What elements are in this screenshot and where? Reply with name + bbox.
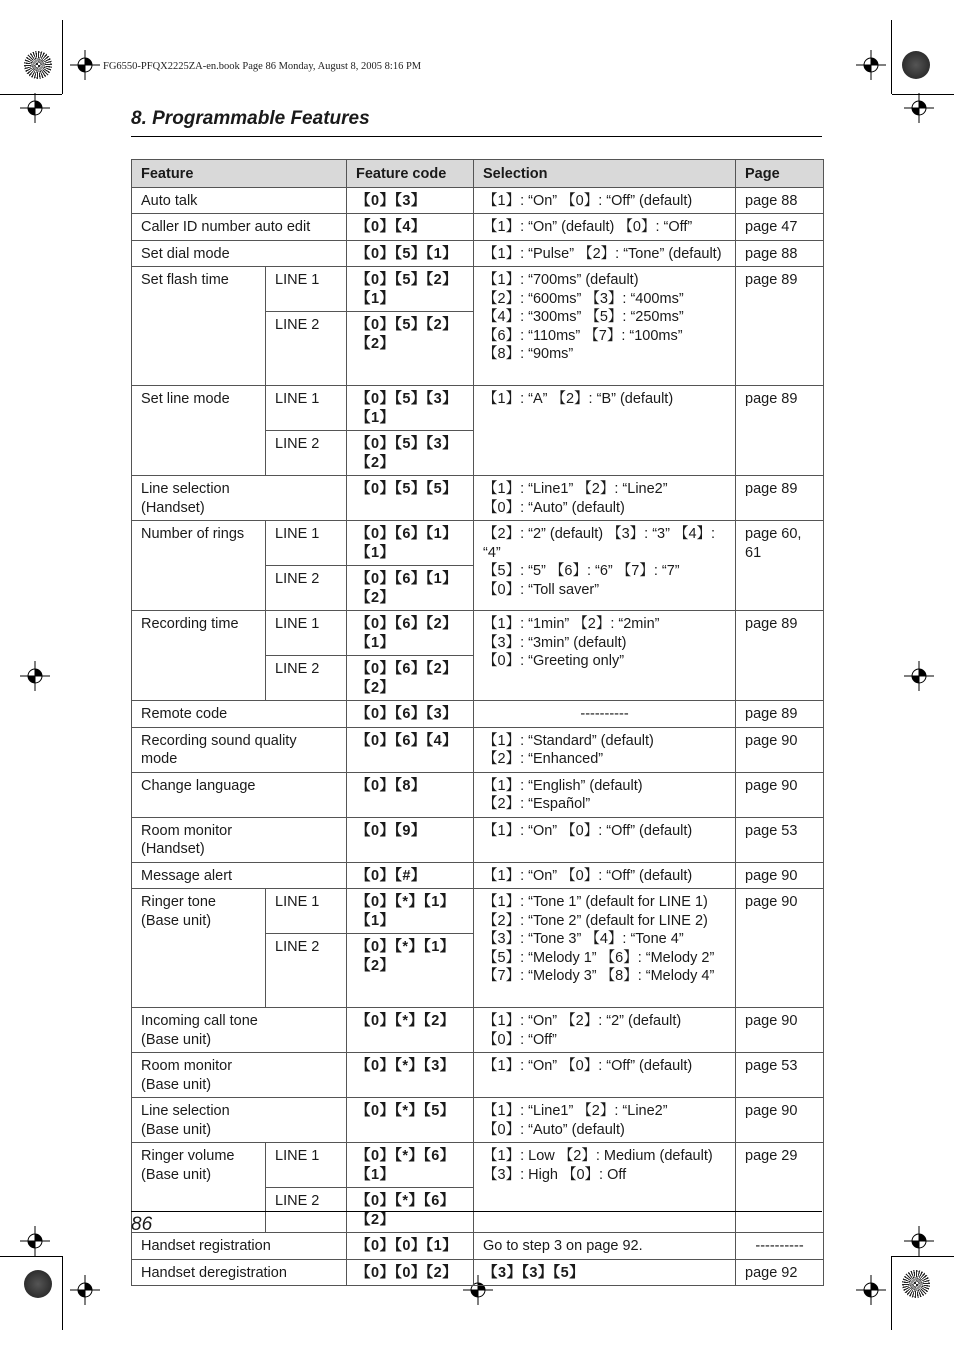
table-row: [132, 521, 824, 566]
table-row: [132, 889, 824, 934]
feature-name: Line selection (Base unit): [132, 1098, 347, 1143]
table-row: [132, 1259, 824, 1286]
page-ref: page 89: [736, 386, 824, 476]
feature-name: Auto talk: [132, 187, 347, 214]
feature-name: Ringer tone (Base unit): [132, 889, 266, 1008]
page-ref: ----------: [736, 1233, 824, 1260]
selection: 【1】: “Standard” (default) 【2】: “Enhanced”: [474, 727, 736, 772]
selection: 【1】: Low 【2】: Medium (default) 【3】: High 【0】: Off: [474, 1143, 736, 1233]
registration-crosshair-icon: [904, 93, 934, 123]
feature-name: Set flash time: [132, 267, 266, 386]
selection: 【1】: “A” 【2】: “B” (default): [474, 386, 736, 476]
page-ref: page 90: [736, 889, 824, 1008]
selection: 【1】: “On” 【0】: “Off” (default): [474, 817, 736, 862]
page-ref: page 53: [736, 817, 824, 862]
feature-code: 【0】【5】【5】: [347, 476, 474, 521]
page-ref: page 88: [736, 187, 824, 214]
feature-name: Remote code: [132, 701, 347, 728]
selection: 【1】: “On” 【0】: “Off” (default): [474, 1053, 736, 1098]
line-label: LINE 2: [266, 934, 347, 1008]
line-label: LINE 1: [266, 386, 347, 431]
registration-crosshair-icon: [904, 1226, 934, 1256]
feature-name: Recording time: [132, 611, 266, 701]
column-header: Feature: [132, 160, 347, 188]
feature-code: 【0】【8】: [347, 772, 474, 817]
registration-crosshair-icon: [856, 1275, 886, 1305]
feature-code: 【0】【*】【1】【2】: [347, 934, 474, 1008]
feature-name: Room monitor (Handset): [132, 817, 347, 862]
color-rosette-icon: [24, 1270, 52, 1298]
table-row: [132, 1053, 824, 1098]
feature-code: 【0】【0】【2】: [347, 1259, 474, 1286]
selection: 【1】: “Tone 1” (default for LINE 1) 【2】: “Tone 2” (default for LINE 2) 【3】: “Tone 3” 【4】: “Tone 4” 【5】: “Melody 1” 【6】: “Melody 2” 【7】: “Melody 3” 【8】: “Melody 4”: [474, 889, 736, 1008]
feature-code: 【0】【6】【3】: [347, 701, 474, 728]
selection: 【1】: “On” (default) 【0】: “Off”: [474, 214, 736, 241]
feature-code: 【0】【*】【2】: [347, 1008, 474, 1053]
feature-code: 【0】【5】【1】: [347, 240, 474, 267]
feature-name: Number of rings: [132, 521, 266, 611]
column-header: Page: [736, 160, 824, 188]
page-ref: page 29: [736, 1143, 824, 1233]
table-row: [132, 611, 824, 656]
selection: 【1】: “On” 【0】: “Off” (default): [474, 862, 736, 889]
registration-crosshair-icon: [70, 50, 100, 80]
feature-code: 【0】【4】: [347, 214, 474, 241]
column-header: Feature code: [347, 160, 474, 188]
selection: 【1】: “On” 【0】: “Off” (default): [474, 187, 736, 214]
page-ref: page 88: [736, 240, 824, 267]
section-divider: [131, 136, 822, 137]
feature-code: 【0】【*】【3】: [347, 1053, 474, 1098]
registration-crosshair-icon: [20, 1226, 50, 1256]
feature-name: Room monitor (Base unit): [132, 1053, 347, 1098]
column-header: Selection: [474, 160, 736, 188]
page-ref: page 90: [736, 1008, 824, 1053]
line-label: LINE 2: [266, 566, 347, 611]
page-ref: page 90: [736, 1098, 824, 1143]
page-ref: page 53: [736, 1053, 824, 1098]
feature-name: Handset registration: [132, 1233, 347, 1260]
footer-divider: [131, 1211, 822, 1212]
table-row: [132, 1008, 824, 1053]
table-header-row: [132, 160, 824, 188]
table-row: [132, 1098, 824, 1143]
feature-name: Message alert: [132, 862, 347, 889]
page-ref: page 90: [736, 727, 824, 772]
table-row: [132, 817, 824, 862]
line-label: LINE 2: [266, 656, 347, 701]
registration-crosshair-icon: [856, 50, 886, 80]
feature-code: 【0】【6】【1】【1】: [347, 521, 474, 566]
registration-crosshair-icon: [70, 1275, 100, 1305]
feature-code: 【0】【3】: [347, 187, 474, 214]
feature-name: Set line mode: [132, 386, 266, 476]
table-row: [132, 862, 824, 889]
selection: 【1】: “700ms” (default) 【2】: “600ms” 【3】: “400ms” 【4】: “300ms” 【5】: “250ms” 【6】: “110ms” 【7】: “100ms” 【8】: “90ms”: [474, 267, 736, 386]
color-rosette-icon: [902, 51, 930, 79]
table-row: [132, 386, 824, 431]
line-label: LINE 1: [266, 1143, 347, 1188]
page-ref: page 90: [736, 862, 824, 889]
selection: 【2】: “2” (default) 【3】: “3” 【4】: “4” 【5】: “5” 【6】: “6” 【7】: “7” 【0】: “Toll saver”: [474, 521, 736, 611]
page-ref: page 90: [736, 772, 824, 817]
feature-code: 【0】【*】【6】【2】: [347, 1188, 474, 1233]
feature-code: 【0】【6】【2】【1】: [347, 611, 474, 656]
feature-code: 【0】【5】【3】【1】: [347, 386, 474, 431]
table-row: [132, 772, 824, 817]
selection: Go to step 3 on page 92.: [474, 1233, 736, 1260]
selection: 【1】: “On” 【2】: “2” (default) 【0】: “Off”: [474, 1008, 736, 1053]
page-ref: page 47: [736, 214, 824, 241]
table-row: [132, 476, 824, 521]
feature-code: 【0】【9】: [347, 817, 474, 862]
page-ref: page 89: [736, 267, 824, 386]
line-label: LINE 2: [266, 1188, 347, 1233]
table-row: [132, 1143, 824, 1188]
feature-name: Ringer volume (Base unit): [132, 1143, 266, 1233]
table-row: [132, 1233, 824, 1260]
table-row: [132, 240, 824, 267]
color-rosette-icon: [902, 1270, 930, 1298]
registration-crosshair-icon: [20, 661, 50, 691]
page-ref: page 92: [736, 1259, 824, 1286]
table-row: [132, 187, 824, 214]
selection: ----------: [474, 701, 736, 728]
feature-name: Caller ID number auto edit: [132, 214, 347, 241]
selection: 【1】: “Pulse” 【2】: “Tone” (default): [474, 240, 736, 267]
page-ref: page 89: [736, 701, 824, 728]
feature-code: 【0】【#】: [347, 862, 474, 889]
line-label: LINE 1: [266, 611, 347, 656]
feature-code: 【0】【*】【6】【1】: [347, 1143, 474, 1188]
feature-name: Incoming call tone (Base unit): [132, 1008, 347, 1053]
section-title: 8. Programmable Features: [131, 108, 370, 129]
page-ref: page 89: [736, 476, 824, 521]
color-rosette-icon: [24, 51, 52, 79]
table-row: [132, 267, 824, 312]
line-label: LINE 2: [266, 431, 347, 476]
feature-name: Change language: [132, 772, 347, 817]
selection: 【1】: “Line1” 【2】: “Line2” 【0】: “Auto” (default): [474, 1098, 736, 1143]
print-header: FG6550-PFQX2225ZA-en.book Page 86 Monday, August 8, 2005 8:16 PM: [103, 61, 422, 72]
feature-name: Recording sound quality mode: [132, 727, 347, 772]
feature-code: 【0】【6】【1】【2】: [347, 566, 474, 611]
selection: 【1】: “Line1” 【2】: “Line2” 【0】: “Auto” (default): [474, 476, 736, 521]
feature-code: 【0】【0】【1】: [347, 1233, 474, 1260]
feature-name: Line selection (Handset): [132, 476, 347, 521]
feature-code: 【0】【5】【3】【2】: [347, 431, 474, 476]
feature-code: 【0】【*】【1】【1】: [347, 889, 474, 934]
feature-code: 【0】【5】【2】【1】: [347, 267, 474, 312]
page-ref: page 60, 61: [736, 521, 824, 611]
feature-code: 【0】【6】【4】: [347, 727, 474, 772]
registration-crosshair-icon: [904, 661, 934, 691]
feature-name: Handset deregistration: [132, 1259, 347, 1286]
line-label: LINE 1: [266, 267, 347, 312]
feature-table: [131, 159, 824, 1286]
feature-code: 【0】【*】【5】: [347, 1098, 474, 1143]
selection: 【1】: “English” (default) 【2】: “Español”: [474, 772, 736, 817]
line-label: LINE 1: [266, 521, 347, 566]
line-label: LINE 2: [266, 312, 347, 386]
selection: 【1】: “1min” 【2】: “2min” 【3】: “3min” (default) 【0】: “Greeting only”: [474, 611, 736, 701]
selection: 【3】【3】【5】: [474, 1259, 736, 1286]
page-number: 86: [131, 1214, 153, 1235]
table-row: [132, 727, 824, 772]
registration-crosshair-icon: [20, 93, 50, 123]
table-row: [132, 701, 824, 728]
feature-name: Set dial mode: [132, 240, 347, 267]
feature-code: 【0】【5】【2】【2】: [347, 312, 474, 386]
line-label: LINE 1: [266, 889, 347, 934]
page-ref: page 89: [736, 611, 824, 701]
table-row: [132, 214, 824, 241]
feature-code: 【0】【6】【2】【2】: [347, 656, 474, 701]
